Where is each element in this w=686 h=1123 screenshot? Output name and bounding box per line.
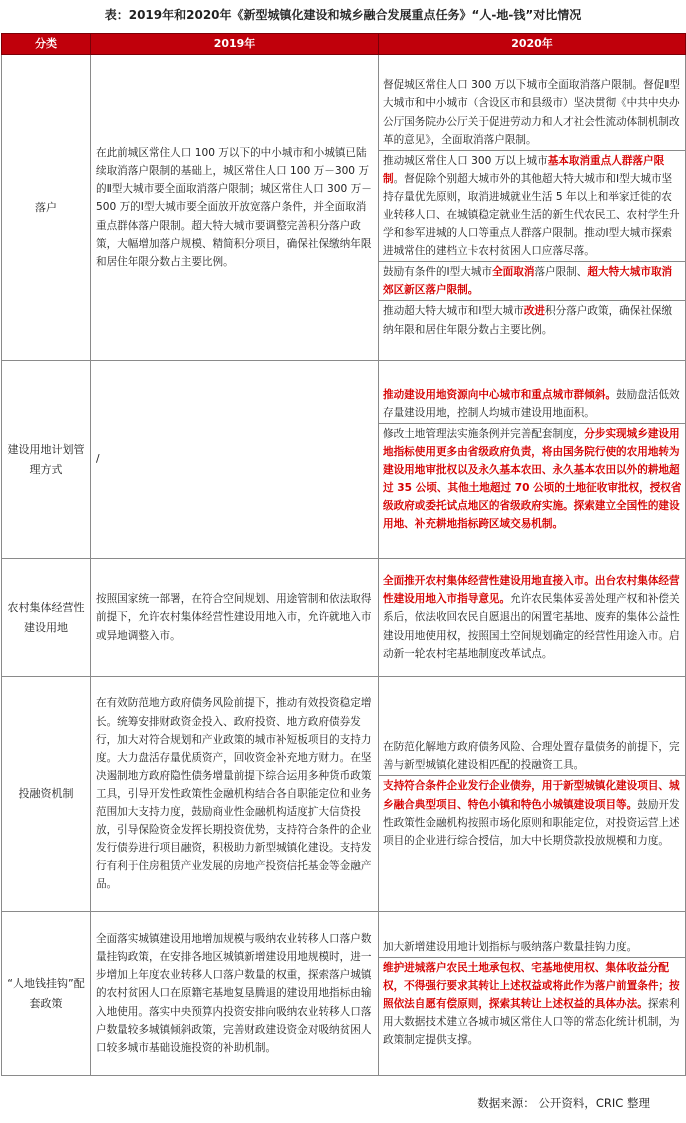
paragraph: 鼓励有条件的Ⅰ型大城市全面取消落户限制、超大特大城市取消郊区新区落户限制。 [383,266,673,297]
category-cell: 落户 [2,55,91,361]
paragraph: 推动城区常住人口 300 万以上城市基本取消重点人群落户限制。督促除个别超大城市外的其他超大特大城市和Ⅰ型大城市坚持存量优先原则，取消进城就业生活 5 年以上和举家迁徙的农业转移人口、在城镇稳定就业生活的新生代农民工、农村学生升学和参军进城的人口等重点人群落户限制。推动Ⅰ型大城市探索进城常住的建档立卡农村贫困人口应落尽落。 [383,154,680,258]
page-title: 表：2019年和2020年《新型城镇化建设和城乡融合发展重点任务》“人-地-钱”对比情况 [104,8,582,22]
cell-2019: 全面落实城镇建设用地增加规模与吸纳农业转移人口落户数量挂钩政策，在安排各地区城镇新增建设用地规模时，进一步增加上年度农业转移人口落户数量的权重，探索落户城镇的农村贫困人口在原籍宅基地复垦腾退的建设用地指标由输入地使用。落实中央预算内投资安排向吸纳农业转移人口落户数量较多城镇倾斜政策，完善财政建设资金对吸纳贫困人口较多城市基础设施投资的补助机制。 [91,912,379,1076]
header-2020: 2020年 [379,34,686,55]
divider [379,423,685,424]
paragraph: 支持符合条件企业发行企业债券，用于新型城镇化建设项目、城乡融合典型项目、特色小镇和特色小城镇建设项目等。鼓励开发性政策性金融机构按照市场化原则和职能定位，对投资运营上述项目的企业进行综合授信，加大中长期贷款投放规模和力度。 [383,780,680,847]
paragraph: 全面推开农村集体经营性建设用地直接入市。出台农村集体经营性建设用地入市指导意见。允许农民集体妥善处理产权和补偿关系后，依法收回农民自愿退出的闲置宅基地、废弃的集体公益性建设用地使用权，按照国土空间规划确定的经营性用途入市。启动新一轮农村宅基地制度改革试点。 [383,575,680,660]
divider [379,775,685,776]
cell-2020 [379,912,686,1076]
paragraph: 维护进城落户农民土地承包权、宅基地使用权、集体收益分配权，不得强行要求其转让上述权益或将此作为落户前置条件；按照依法自愿有偿原则，探索其转让上述权益的具体办法。探索利用大数据技术建立各城市城区常住人口等的常态化统计机制，为政策制定提供支撑。 [383,961,680,1047]
table-row [2,55,686,361]
data-source-note: 数据来源： 公开资料，CRIC 整理 [477,1096,650,1110]
highlight-text: 推动建设用地资源向中心城市和重点城市群倾斜。 [383,388,617,401]
cell-2019: / [91,361,379,559]
table-row [2,361,686,559]
comparison-table [1,33,686,1076]
cell-2019: 按照国家统一部署，在符合空间规划、用途管制和依法取得前提下，允许农村集体经营性建设用地入市，允许就地入市或异地调整入市。 [91,559,379,677]
cell-2020 [379,55,686,361]
paragraph: 修改土地管理法实施条例并完善配套制度，分步实现城乡建设用地指标使用更多由省级政府负责，将由国务院行使的农用地转为建设用地审批权以及永久基本农田、永久基本农田以外的耕地超过 35 公顷、其他土地超过 70 公顷的土地征收审批权，授权省级政府或委托试点地区的省级政府实施。探索建立全国性的建设用地、补充耕地指标跨区域交易机制。 [383,427,682,531]
highlight-text: 支持符合条件企业发行企业债券，用于新型城镇化建设项目、城乡融合典型项目、特色小镇和特色小城镇建设项目等。 [383,780,680,811]
category-cell: “人地钱挂钩”配套政策 [2,912,91,1076]
category-cell: 建设用地计划管理方式 [2,361,91,559]
paragraph: 推动建设用地资源向中心城市和重点城市群倾斜。鼓励盘活低效存量建设用地，控制人均城市建设用地面积。 [383,388,680,419]
highlight-text: 基本取消重点人群落户限制 [383,154,665,185]
paragraph: 加大新增建设用地计划指标与吸纳落户数量挂钩力度。 [383,940,638,953]
divider [379,261,685,262]
highlight-text: 全面取消 [492,266,535,279]
divider [379,957,685,958]
table-row [2,912,686,1076]
highlight-text: 超大特大城市取消郊区新区落户限制。 [383,266,673,297]
cell-2020 [379,559,686,677]
divider [379,300,685,301]
category-cell: 农村集体经营性建设用地 [2,559,91,677]
header-2019: 2019年 [91,34,379,55]
table-row [2,559,686,677]
paragraph: 在防范化解地方政府债务风险、合理处置存量债务的前提下，完善与新型城镇化建设相匹配的投融资工具。 [383,741,680,772]
table-row [2,677,686,912]
cell-2019: 在此前城区常住人口 100 万以下的中小城市和小城镇已陆续取消落户限制的基础上，城区常住人口 100 万－300 万的Ⅱ型大城市要全面取消落户限制；城区常住人口 300 万－500 万的Ⅰ型大城市要全面放开放宽落户条件，并全面取消重点群体落户限制。超大特大城市要调整完善积分落户政策，大幅增加落户规模、精简积分项目，确保社保缴纳年限和居住年限分数占主要比例。 [91,55,379,361]
paragraph: 督促城区常住人口 300 万以下城市全面取消落户限制。督促Ⅱ型大城市和中小城市（含设区市和县级市）坚决贯彻《中共中央办公厅国务院办公厅关于促进劳动力和人才社会性流动体制机制改革的意见》，全面取消落户限制。 [383,79,681,146]
cell-2020 [379,361,686,559]
highlight-text: 分步实现城乡建设用地指标使用更多由省级政府负责，将由国务院行使的农用地转为建设用地审批权以及永久基本农田、永久基本农田以外的耕地超过 35 公顷、其他土地超过 70 公顷的土地征收审批权，授权省级政府或委托试点地区的省级政府实施。探索建立全国性的建设用地、补充耕地指标跨区域交易机制。 [383,427,682,531]
cell-2020 [379,677,686,912]
highlight-text: 全面推开农村集体经营性建设用地直接入市。出台农村集体经营性建设用地入市指导意见。 [383,575,680,606]
paragraph: 推动超大特大城市和Ⅰ型大城市改进积分落户政策，确保社保缴纳年限和居住年限分数占主要比例。 [383,305,673,336]
cell-2019: 在有效防范地方政府债务风险前提下，推动有效投资稳定增长。统筹安排财政资金投入、政府投资、地方政府债券发行，加大对符合规划和产业政策的城市补短板项目的支持力度。大力盘活存量优质资产，回收资金补充地方财力。在坚决遏制地方政府隐性债务增量前提下综合运用多种货币政策工具，引导开发性政策性金融机构结合各自职能定位和业务范围加大支持力度，鼓励商业性金融机构适度扩大信贷投放，引导保险资金发挥长期投资优势，支持符合条件的企业发行债券进行项目融资，积极助力新型城镇化建设。支持发行有利于住房租赁产业发展的房地产投资信托基金等金融产品。 [91,677,379,912]
category-cell: 投融资机制 [2,677,91,912]
divider [379,150,685,151]
highlight-text: 改进 [523,305,546,318]
highlight-text: 维护进城落户农民土地承包权、宅基地使用权、集体收益分配权，不得强行要求其转让上述权益或将此作为落户前置条件；按照依法自愿有偿原则，探索其转让上述权益的具体办法。 [383,961,680,1010]
table-header-row [2,34,686,55]
header-category: 分类 [2,34,91,55]
